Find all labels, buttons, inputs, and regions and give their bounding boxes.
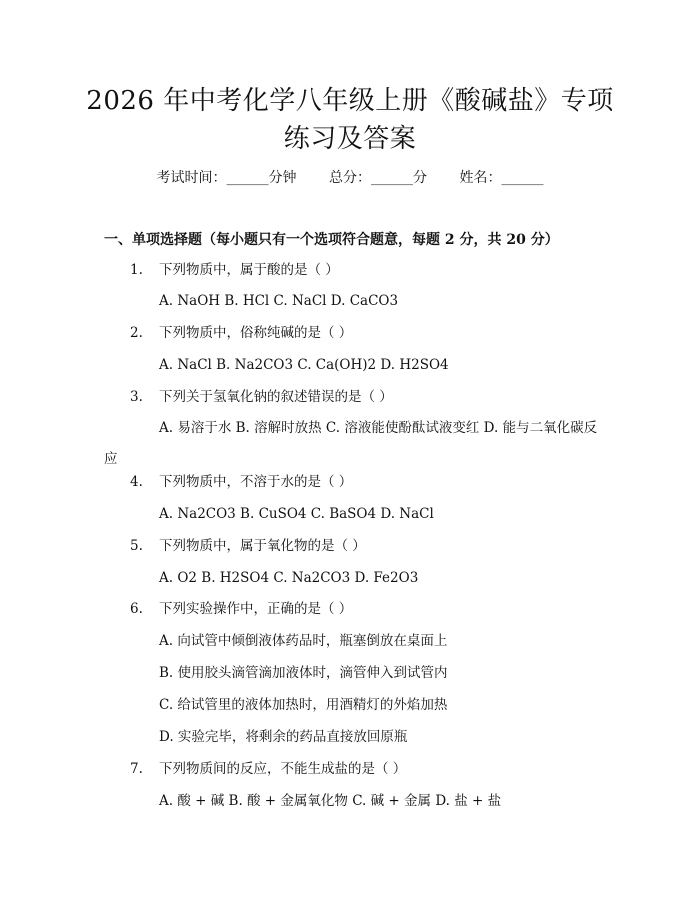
- question-option: B. 使用胶头滴管滴加液体时，滴管伸入到试管内: [159, 665, 448, 681]
- question-option: C. 给试管里的液体加热时，用酒精灯的外焰加热: [159, 697, 448, 713]
- question-options: A. NaCl B. Na2CO3 C. Ca(OH)2 D. H2SO4: [159, 357, 449, 373]
- title-line-1: 2026 年中考化学八年级上册《酸碱盐》专项: [86, 86, 614, 116]
- question-text: 下列物质中，俗称纯碱的是（ ）: [159, 325, 353, 341]
- question-options: A. 易溶于水 B. 溶解时放热 C. 溶液能使酚酞试液变红 D. 能与二氧化碳反应: [104, 420, 598, 467]
- question-number: 7.: [130, 761, 143, 777]
- question-text: 下列物质中，属于酸的是（ ）: [159, 262, 339, 278]
- question-number: 1.: [130, 262, 143, 278]
- question-option: D. 实验完毕，将剩余的药品直接放回原瓶: [159, 729, 408, 745]
- question-number: 5.: [130, 538, 143, 554]
- question-options: A. Na2CO3 B. CuSO4 C. BaSO4 D. NaCl: [159, 506, 434, 522]
- question-text: 下列实验操作中，正确的是（ ）: [159, 601, 353, 617]
- total-score-field: 总分：______分: [329, 170, 427, 186]
- section-heading: 一、单项选择题（每小题只有一个选项符合题意，每题 2 分，共 20 分）: [104, 232, 559, 248]
- question-number: 3.: [130, 389, 143, 405]
- student-name-field: 姓名：______: [459, 170, 544, 186]
- question-number: 2.: [130, 325, 143, 341]
- question-text: 下列物质中，不溶于水的是（ ）: [159, 474, 353, 490]
- title-line-2: 练习及答案: [283, 124, 417, 154]
- question-options: A. 酸 + 碱 B. 酸 + 金属氧化物 C. 碱 + 金属 D. 盐 + 盐: [159, 793, 502, 809]
- question-number: 6.: [130, 601, 143, 617]
- exam-time-field: 考试时间：______分钟: [156, 170, 297, 186]
- exam-info: [0, 168, 700, 188]
- question-text: 下列物质中，属于氧化物的是（ ）: [159, 538, 366, 554]
- page-title: [0, 82, 700, 158]
- question-text: 下列物质间的反应，不能生成盐的是（ ）: [159, 761, 407, 777]
- question-options: A. O2 B. H2SO4 C. Na2CO3 D. Fe2O3: [159, 570, 419, 586]
- question-options: A. NaOH B. HCl C. NaCl D. CaCO3: [159, 293, 399, 309]
- question-option: A. 向试管中倾倒液体药品时，瓶塞倒放在桌面上: [159, 633, 448, 649]
- question-number: 4.: [130, 474, 143, 490]
- question-text: 下列关于氢氧化钠的叙述错误的是（ ）: [159, 389, 393, 405]
